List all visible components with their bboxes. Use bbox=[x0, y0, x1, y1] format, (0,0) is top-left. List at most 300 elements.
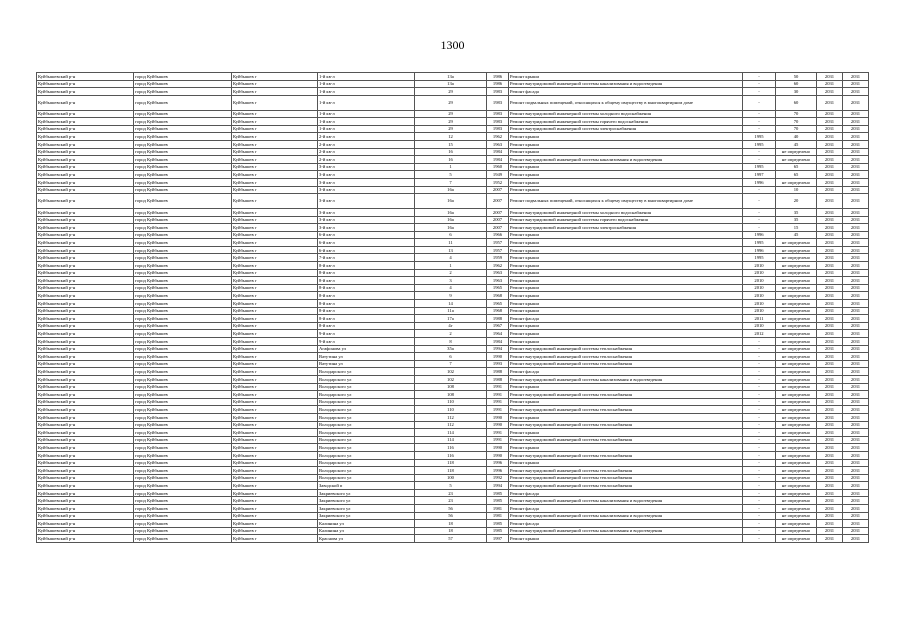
cell-plan-year-start: 2031 bbox=[817, 360, 843, 368]
cell-build-year: 1984 bbox=[487, 148, 509, 156]
cell-plan-year-end: 2031 bbox=[843, 307, 869, 315]
cell-street: Володарского ул bbox=[318, 383, 415, 391]
cell-last-repair-year: - bbox=[743, 338, 776, 346]
cell-last-repair-year: - bbox=[743, 398, 776, 406]
cell-build-year: 1963 bbox=[487, 277, 509, 285]
cell-wear-percent: 60 bbox=[776, 80, 817, 88]
cell-plan-year-end: 2031 bbox=[843, 497, 869, 505]
cell-street: 3-й кв-л bbox=[318, 171, 415, 179]
cell-plan-year-end: 2031 bbox=[843, 383, 869, 391]
cell-last-repair-year: - bbox=[743, 391, 776, 399]
cell-settlement: город Куйбышев bbox=[134, 459, 232, 467]
cell-street: Ватутина ул bbox=[318, 353, 415, 361]
table-row bbox=[37, 315, 869, 323]
cell-locality: Куйбышев г bbox=[232, 88, 318, 96]
cell-build-year: 1957 bbox=[487, 246, 509, 254]
cell-plan-year-start: 2031 bbox=[817, 345, 843, 353]
table-row bbox=[37, 292, 869, 300]
cell-last-repair-year: - bbox=[743, 73, 776, 81]
cell-settlement: город Куйбышев bbox=[134, 171, 232, 179]
cell-settlement: город Куйбышев bbox=[134, 216, 232, 224]
cell-plan-year-start: 2031 bbox=[817, 474, 843, 482]
cell-work-type: Ремонт крыши bbox=[509, 444, 743, 452]
cell-plan-year-start: 2031 bbox=[817, 254, 843, 262]
cell-plan-year-start: 2031 bbox=[817, 208, 843, 216]
cell-work-type: Ремонт фасада bbox=[509, 489, 743, 497]
table-row bbox=[37, 505, 869, 513]
cell-house-number: 16а bbox=[415, 186, 487, 194]
cell-work-type: Ремонт внутридомовой инженерной системы теплоснабжения bbox=[509, 421, 743, 429]
cell-plan-year-start: 2031 bbox=[817, 110, 843, 118]
cell-district: Куйбышевский р-н bbox=[37, 429, 134, 437]
cell-street: 2-й кв-л bbox=[318, 140, 415, 148]
cell-wear-percent: не определено bbox=[776, 535, 817, 543]
cell-work-type: Ремонт крыши bbox=[509, 148, 743, 156]
table-row bbox=[37, 178, 869, 186]
cell-plan-year-end: 2031 bbox=[843, 178, 869, 186]
cell-plan-year-start: 2031 bbox=[817, 118, 843, 126]
table-row bbox=[37, 421, 869, 429]
cell-street: Закриевского ул bbox=[318, 497, 415, 505]
cell-build-year: 1988 bbox=[487, 315, 509, 323]
cell-district: Куйбышевский р-н bbox=[37, 178, 134, 186]
cell-district: Куйбышевский р-н bbox=[37, 292, 134, 300]
cell-plan-year-end: 2031 bbox=[843, 231, 869, 239]
table-row bbox=[37, 527, 869, 535]
cell-locality: Куйбышев г bbox=[232, 300, 318, 308]
cell-build-year: 2007 bbox=[487, 194, 509, 209]
cell-plan-year-start: 2031 bbox=[817, 140, 843, 148]
cell-house-number: 56 bbox=[415, 505, 487, 513]
cell-locality: Куйбышев г bbox=[232, 406, 318, 414]
cell-last-repair-year: - bbox=[743, 208, 776, 216]
cell-house-number: 17а bbox=[415, 315, 487, 323]
cell-build-year: 1994 bbox=[487, 482, 509, 490]
cell-last-repair-year: 1995 bbox=[743, 140, 776, 148]
cell-work-type: Ремонт внутридомовой инженерной системы теплоснабжения bbox=[509, 345, 743, 353]
cell-settlement: город Куйбышев bbox=[134, 467, 232, 475]
cell-plan-year-end: 2031 bbox=[843, 489, 869, 497]
cell-plan-year-start: 2031 bbox=[817, 262, 843, 270]
cell-work-type: Ремонт подвальных помещений, относящихся к общему имуществу в многоквартирном доме bbox=[509, 95, 743, 110]
cell-plan-year-start: 2031 bbox=[817, 186, 843, 194]
cell-locality: Куйбышев г bbox=[232, 375, 318, 383]
cell-district: Куйбышевский р-н bbox=[37, 398, 134, 406]
cell-build-year: 1983 bbox=[487, 110, 509, 118]
table-row bbox=[37, 497, 869, 505]
cell-plan-year-start: 2031 bbox=[817, 300, 843, 308]
cell-settlement: город Куйбышев bbox=[134, 163, 232, 171]
cell-plan-year-end: 2031 bbox=[843, 110, 869, 118]
table-row bbox=[37, 489, 869, 497]
cell-plan-year-start: 2031 bbox=[817, 163, 843, 171]
cell-settlement: город Куйбышев bbox=[134, 80, 232, 88]
cell-house-number: 29 bbox=[415, 118, 487, 126]
cell-settlement: город Куйбышев bbox=[134, 436, 232, 444]
cell-wear-percent: не определено bbox=[776, 429, 817, 437]
cell-house-number: 23 bbox=[415, 489, 487, 497]
cell-locality: Куйбышев г bbox=[232, 254, 318, 262]
table-row bbox=[37, 194, 869, 209]
table-row bbox=[37, 246, 869, 254]
cell-settlement: город Куйбышев bbox=[134, 118, 232, 126]
cell-locality: Куйбышев г bbox=[232, 467, 318, 475]
cell-plan-year-end: 2031 bbox=[843, 315, 869, 323]
cell-last-repair-year: - bbox=[743, 527, 776, 535]
cell-plan-year-start: 2031 bbox=[817, 178, 843, 186]
cell-plan-year-end: 2031 bbox=[843, 140, 869, 148]
cell-build-year: 1967 bbox=[487, 322, 509, 330]
cell-build-year: 1963 bbox=[487, 269, 509, 277]
cell-house-number: 57 bbox=[415, 535, 487, 543]
cell-locality: Куйбышев г bbox=[232, 133, 318, 141]
cell-district: Куйбышевский р-н bbox=[37, 239, 134, 247]
cell-settlement: город Куйбышев bbox=[134, 231, 232, 239]
table-row bbox=[37, 95, 869, 110]
cell-work-type: Ремонт крыши bbox=[509, 171, 743, 179]
cell-wear-percent: 45 bbox=[776, 231, 817, 239]
cell-settlement: город Куйбышев bbox=[134, 451, 232, 459]
cell-street: 3-й кв-л bbox=[318, 186, 415, 194]
cell-locality: Куйбышев г bbox=[232, 360, 318, 368]
cell-district: Куйбышевский р-н bbox=[37, 224, 134, 232]
cell-build-year: 2007 bbox=[487, 224, 509, 232]
cell-locality: Куйбышев г bbox=[232, 95, 318, 110]
cell-house-number: 108 bbox=[415, 391, 487, 399]
cell-last-repair-year: - bbox=[743, 429, 776, 437]
table-row bbox=[37, 330, 869, 338]
table-row bbox=[37, 520, 869, 528]
cell-work-type: Ремонт внутридомовой инженерной системы горячего водоснабжения bbox=[509, 216, 743, 224]
table-row bbox=[37, 360, 869, 368]
cell-house-number: 29 bbox=[415, 110, 487, 118]
cell-locality: Куйбышев г bbox=[232, 436, 318, 444]
cell-district: Куйбышевский р-н bbox=[37, 527, 134, 535]
table-row bbox=[37, 254, 869, 262]
cell-wear-percent: не определено bbox=[776, 489, 817, 497]
cell-build-year: 1996 bbox=[487, 459, 509, 467]
cell-wear-percent: 30 bbox=[776, 88, 817, 96]
cell-work-type: Ремонт внутридомовой инженерной системы теплоснабжения bbox=[509, 467, 743, 475]
cell-locality: Куйбышев г bbox=[232, 216, 318, 224]
cell-build-year: 1986 bbox=[487, 80, 509, 88]
cell-last-repair-year: - bbox=[743, 497, 776, 505]
cell-last-repair-year: - bbox=[743, 110, 776, 118]
cell-locality: Куйбышев г bbox=[232, 262, 318, 270]
table-row bbox=[37, 110, 869, 118]
cell-street: Калинина ул bbox=[318, 527, 415, 535]
cell-street: Володарского ул bbox=[318, 406, 415, 414]
cell-street: 8-й кв-л bbox=[318, 307, 415, 315]
cell-settlement: город Куйбышев bbox=[134, 421, 232, 429]
cell-plan-year-start: 2031 bbox=[817, 73, 843, 81]
cell-street: 3-й кв-л bbox=[318, 194, 415, 209]
cell-district: Куйбышевский р-н bbox=[37, 444, 134, 452]
cell-plan-year-end: 2031 bbox=[843, 527, 869, 535]
cell-build-year: 1983 bbox=[487, 125, 509, 133]
cell-street: 3-й кв-л bbox=[318, 178, 415, 186]
cell-last-repair-year: 2012 bbox=[743, 330, 776, 338]
cell-build-year: 1968 bbox=[487, 307, 509, 315]
cell-work-type: Ремонт внутридомовой инженерной системы электроснабжения bbox=[509, 125, 743, 133]
table-row bbox=[37, 171, 869, 179]
table-row bbox=[37, 125, 869, 133]
cell-plan-year-end: 2031 bbox=[843, 133, 869, 141]
cell-district: Куйбышевский р-н bbox=[37, 88, 134, 96]
table-row bbox=[37, 451, 869, 459]
cell-house-number: 7 bbox=[415, 360, 487, 368]
cell-street: 1-й кв-л bbox=[318, 88, 415, 96]
cell-street: Володарского ул bbox=[318, 429, 415, 437]
table-row bbox=[37, 163, 869, 171]
cell-build-year: 1991 bbox=[487, 406, 509, 414]
cell-settlement: город Куйбышев bbox=[134, 110, 232, 118]
cell-locality: Куйбышев г bbox=[232, 73, 318, 81]
cell-locality: Куйбышев г bbox=[232, 80, 318, 88]
cell-district: Куйбышевский р-н bbox=[37, 474, 134, 482]
cell-build-year: 1968 bbox=[487, 292, 509, 300]
cell-wear-percent: не определено bbox=[776, 413, 817, 421]
cell-last-repair-year: - bbox=[743, 345, 776, 353]
cell-locality: Куйбышев г bbox=[232, 277, 318, 285]
cell-wear-percent: 65 bbox=[776, 163, 817, 171]
cell-last-repair-year: - bbox=[743, 505, 776, 513]
cell-settlement: город Куйбышев bbox=[134, 262, 232, 270]
cell-house-number: 100 bbox=[415, 474, 487, 482]
cell-plan-year-start: 2031 bbox=[817, 398, 843, 406]
cell-wear-percent: не определено bbox=[776, 246, 817, 254]
cell-build-year: 1985 bbox=[487, 497, 509, 505]
cell-settlement: город Куйбышев bbox=[134, 527, 232, 535]
cell-house-number: 5 bbox=[415, 171, 487, 179]
table-row bbox=[37, 375, 869, 383]
cell-street: 8-й кв-л bbox=[318, 300, 415, 308]
cell-plan-year-end: 2031 bbox=[843, 482, 869, 490]
cell-build-year: 1965 bbox=[487, 284, 509, 292]
cell-settlement: город Куйбышев bbox=[134, 140, 232, 148]
cell-work-type: Ремонт внутридомовой инженерной системы горячего водоснабжения bbox=[509, 118, 743, 126]
cell-locality: Куйбышев г bbox=[232, 474, 318, 482]
cell-work-type: Ремонт крыши bbox=[509, 140, 743, 148]
cell-last-repair-year: - bbox=[743, 118, 776, 126]
cell-plan-year-start: 2031 bbox=[817, 429, 843, 437]
cell-settlement: город Куйбышев bbox=[134, 429, 232, 437]
cell-settlement: город Куйбышев bbox=[134, 353, 232, 361]
table-row bbox=[37, 224, 869, 232]
cell-street: Закриевского ул bbox=[318, 505, 415, 513]
table-row bbox=[37, 284, 869, 292]
cell-street: 1-й кв-л bbox=[318, 95, 415, 110]
cell-wear-percent: не определено bbox=[776, 360, 817, 368]
cell-plan-year-start: 2031 bbox=[817, 284, 843, 292]
cell-work-type: Ремонт крыши bbox=[509, 383, 743, 391]
cell-locality: Куйбышев г bbox=[232, 512, 318, 520]
cell-plan-year-start: 2031 bbox=[817, 383, 843, 391]
cell-wear-percent: не определено bbox=[776, 527, 817, 535]
cell-settlement: город Куйбышев bbox=[134, 300, 232, 308]
cell-work-type: Ремонт крыши bbox=[509, 254, 743, 262]
cell-street: Володарского ул bbox=[318, 436, 415, 444]
cell-wear-percent: не определено bbox=[776, 330, 817, 338]
cell-wear-percent: не определено bbox=[776, 254, 817, 262]
table-row bbox=[37, 300, 869, 308]
cell-last-repair-year: - bbox=[743, 489, 776, 497]
cell-settlement: город Куйбышев bbox=[134, 277, 232, 285]
cell-street: Володарского ул bbox=[318, 421, 415, 429]
cell-street: Краснова ул bbox=[318, 535, 415, 543]
cell-wear-percent: 70 bbox=[776, 125, 817, 133]
cell-build-year: 1985 bbox=[487, 527, 509, 535]
cell-last-repair-year: 1996 bbox=[743, 178, 776, 186]
cell-district: Куйбышевский р-н bbox=[37, 421, 134, 429]
cell-house-number: 35а bbox=[415, 345, 487, 353]
cell-wear-percent: не определено bbox=[776, 338, 817, 346]
cell-street: Калинина ул bbox=[318, 520, 415, 528]
cell-last-repair-year: - bbox=[743, 535, 776, 543]
cell-settlement: город Куйбышев bbox=[134, 391, 232, 399]
cell-wear-percent: не определено bbox=[776, 322, 817, 330]
cell-settlement: город Куйбышев bbox=[134, 95, 232, 110]
cell-settlement: город Куйбышев bbox=[134, 444, 232, 452]
cell-plan-year-end: 2031 bbox=[843, 171, 869, 179]
cell-district: Куйбышевский р-н bbox=[37, 315, 134, 323]
cell-last-repair-year: - bbox=[743, 194, 776, 209]
cell-build-year: 1981 bbox=[487, 505, 509, 513]
cell-plan-year-start: 2031 bbox=[817, 451, 843, 459]
cell-plan-year-start: 2031 bbox=[817, 307, 843, 315]
cell-work-type: Ремонт внутридомовой инженерной системы канализования и водоотведения bbox=[509, 156, 743, 164]
cell-house-number: 29 bbox=[415, 95, 487, 110]
cell-street: 8-й кв-л bbox=[318, 262, 415, 270]
cell-last-repair-year: 2010 bbox=[743, 284, 776, 292]
cell-locality: Куйбышев г bbox=[232, 246, 318, 254]
table-row bbox=[37, 338, 869, 346]
cell-build-year: 1966 bbox=[487, 231, 509, 239]
table-row bbox=[37, 413, 869, 421]
cell-street: 9-й кв-л bbox=[318, 330, 415, 338]
cell-work-type: Ремонт крыши bbox=[509, 239, 743, 247]
cell-build-year: 1963 bbox=[487, 140, 509, 148]
cell-locality: Куйбышев г bbox=[232, 208, 318, 216]
cell-plan-year-end: 2031 bbox=[843, 224, 869, 232]
cell-settlement: город Куйбышев bbox=[134, 474, 232, 482]
cell-plan-year-end: 2031 bbox=[843, 429, 869, 437]
cell-street: 8-й кв-л bbox=[318, 315, 415, 323]
table-row bbox=[37, 406, 869, 414]
cell-wear-percent: 50 bbox=[776, 73, 817, 81]
cell-street: 1-й кв-л bbox=[318, 125, 415, 133]
cell-build-year: 1984 bbox=[487, 338, 509, 346]
table-row bbox=[37, 444, 869, 452]
cell-wear-percent: не определено bbox=[776, 436, 817, 444]
cell-work-type: Ремонт внутридомовой инженерной системы холодного водоснабжения bbox=[509, 208, 743, 216]
cell-wear-percent: не определено bbox=[776, 505, 817, 513]
cell-street: 8-й кв-л bbox=[318, 292, 415, 300]
cell-work-type: Ремонт крыши bbox=[509, 330, 743, 338]
cell-last-repair-year: - bbox=[743, 125, 776, 133]
cell-settlement: город Куйбышев bbox=[134, 535, 232, 543]
cell-district: Куйбышевский р-н bbox=[37, 436, 134, 444]
cell-district: Куйбышевский р-н bbox=[37, 254, 134, 262]
cell-house-number: 1 bbox=[415, 262, 487, 270]
cell-street: 2-й кв-л bbox=[318, 133, 415, 141]
cell-plan-year-start: 2031 bbox=[817, 125, 843, 133]
cell-locality: Куйбышев г bbox=[232, 527, 318, 535]
cell-last-repair-year: - bbox=[743, 383, 776, 391]
cell-last-repair-year: - bbox=[743, 413, 776, 421]
cell-work-type: Ремонт крыши bbox=[509, 284, 743, 292]
cell-last-repair-year: - bbox=[743, 512, 776, 520]
cell-district: Куйбышевский р-н bbox=[37, 148, 134, 156]
cell-work-type: Ремонт внутридомовой инженерной системы теплоснабжения bbox=[509, 353, 743, 361]
cell-locality: Куйбышев г bbox=[232, 338, 318, 346]
cell-wear-percent: не определено bbox=[776, 307, 817, 315]
cell-build-year: 1983 bbox=[487, 95, 509, 110]
cell-locality: Куйбышев г bbox=[232, 163, 318, 171]
cell-plan-year-start: 2031 bbox=[817, 338, 843, 346]
cell-street: Володарского ул bbox=[318, 375, 415, 383]
cell-work-type: Ремонт крыши bbox=[509, 262, 743, 270]
cell-plan-year-start: 2031 bbox=[817, 246, 843, 254]
cell-last-repair-year: - bbox=[743, 95, 776, 110]
table-row bbox=[37, 133, 869, 141]
cell-street: 3-й кв-л bbox=[318, 163, 415, 171]
cell-wear-percent: не определено bbox=[776, 406, 817, 414]
cell-last-repair-year: - bbox=[743, 186, 776, 194]
cell-district: Куйбышевский р-н bbox=[37, 171, 134, 179]
cell-plan-year-start: 2031 bbox=[817, 497, 843, 505]
cell-locality: Куйбышев г bbox=[232, 489, 318, 497]
cell-wear-percent: не определено bbox=[776, 375, 817, 383]
cell-work-type: Ремонт внутридомовой инженерной системы теплоснабжения bbox=[509, 360, 743, 368]
cell-district: Куйбышевский р-н bbox=[37, 186, 134, 194]
cell-build-year: 1983 bbox=[487, 88, 509, 96]
cell-house-number: 110 bbox=[415, 406, 487, 414]
table-row bbox=[37, 436, 869, 444]
cell-house-number: 18 bbox=[415, 527, 487, 535]
cell-work-type: Ремонт внутридомовой инженерной системы канализования и водоотведения bbox=[509, 512, 743, 520]
cell-plan-year-start: 2031 bbox=[817, 322, 843, 330]
cell-build-year: 1960 bbox=[487, 163, 509, 171]
cell-work-type: Ремонт крыши bbox=[509, 300, 743, 308]
cell-house-number: 1 bbox=[415, 163, 487, 171]
cell-build-year: 1952 bbox=[487, 178, 509, 186]
cell-wear-percent: 35 bbox=[776, 208, 817, 216]
cell-settlement: город Куйбышев bbox=[134, 194, 232, 209]
cell-plan-year-start: 2031 bbox=[817, 391, 843, 399]
cell-plan-year-start: 2031 bbox=[817, 421, 843, 429]
cell-street: 6-й кв-л bbox=[318, 246, 415, 254]
cell-street: Володарского ул bbox=[318, 474, 415, 482]
cell-house-number: 2 bbox=[415, 269, 487, 277]
table-row bbox=[37, 429, 869, 437]
cell-house-number: 4 bbox=[415, 254, 487, 262]
cell-plan-year-end: 2031 bbox=[843, 406, 869, 414]
cell-build-year: 1985 bbox=[487, 520, 509, 528]
cell-last-repair-year: 2010 bbox=[743, 300, 776, 308]
cell-locality: Куйбышев г bbox=[232, 451, 318, 459]
table-row bbox=[37, 353, 869, 361]
cell-house-number: 102 bbox=[415, 375, 487, 383]
cell-street: 2-й кв-л bbox=[318, 148, 415, 156]
cell-plan-year-end: 2031 bbox=[843, 216, 869, 224]
cell-settlement: город Куйбышев bbox=[134, 489, 232, 497]
cell-house-number: 5 bbox=[415, 482, 487, 490]
cell-street: 8-й кв-л bbox=[318, 284, 415, 292]
cell-plan-year-start: 2031 bbox=[817, 239, 843, 247]
cell-plan-year-start: 2031 bbox=[817, 224, 843, 232]
cell-street: 3-й кв-л bbox=[318, 224, 415, 232]
